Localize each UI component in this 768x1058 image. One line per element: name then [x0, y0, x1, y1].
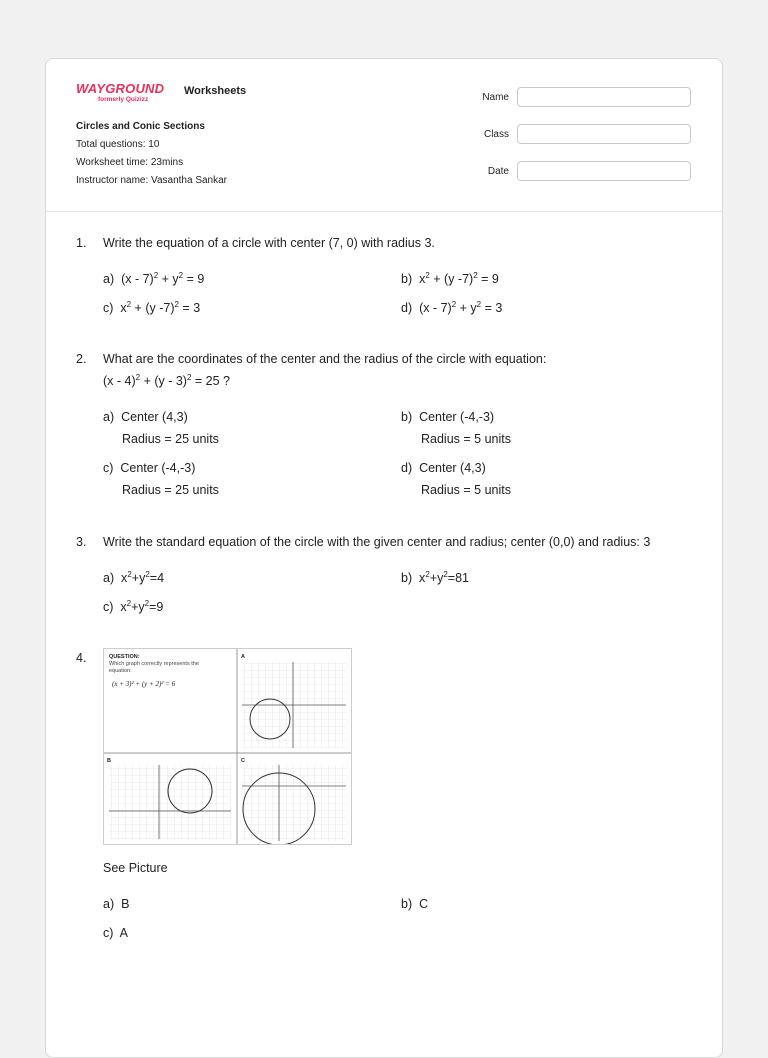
q3-option-a[interactable]: a) $x^2+y^2=4$	[103, 569, 165, 585]
panel-b-grid	[109, 765, 231, 839]
option-text: C	[419, 897, 429, 911]
option-letter: c)	[103, 301, 114, 315]
q2-option-d[interactable]: d) Center (4,3)	[401, 461, 486, 475]
panel-b-label: B	[107, 758, 111, 764]
q4-option-b[interactable]: b) C	[401, 897, 429, 911]
q2-option-b-radius: Radius = 5 units	[421, 432, 511, 446]
question-4-picture	[103, 648, 352, 845]
option-letter: a)	[103, 272, 115, 286]
option-letter: b)	[401, 272, 413, 286]
q2-option-b[interactable]: b) Center (-4,-3)	[401, 410, 495, 424]
option-center: Center (4,3)	[121, 410, 188, 424]
q4-option-c[interactable]: c) A	[103, 926, 129, 940]
q1-option-b[interactable]: b) $x^2 + (y$ -7)$^2$ = 9	[401, 270, 499, 286]
q3-option-b[interactable]: b) $x^2+y^2=81$	[401, 569, 469, 585]
name-label: Name	[482, 92, 509, 103]
q2-option-d-radius: Radius = 5 units	[421, 483, 511, 497]
question-number-4: 4.	[76, 651, 87, 665]
option-text: B	[121, 897, 130, 911]
q4-option-a[interactable]: a) B	[103, 897, 130, 911]
option-center: Center (4,3)	[419, 461, 486, 475]
worksheet-page	[45, 58, 723, 1058]
q2-option-a[interactable]: a) Center (4,3)	[103, 410, 188, 424]
q1-option-d[interactable]: d) $(x - 7)^2 + y^2 = 3$	[401, 299, 503, 315]
date-label: Date	[487, 166, 509, 177]
q2-option-c[interactable]: c) Center (-4,-3)	[103, 461, 196, 475]
class-label: Class	[483, 129, 509, 140]
question-equation-2: (x - 4)$^2$ + (y - 3)$^2$ = 25 ?	[103, 372, 231, 388]
option-center: Center (-4,-3)	[120, 461, 196, 475]
total-questions: Total questions: 10	[76, 139, 160, 150]
worksheet-time: Worksheet time: 23mins	[76, 157, 184, 168]
instructor-name: Instructor name: Vasantha Sankar	[76, 175, 228, 186]
picture-prompt-line-1: Which graph correctly represents the	[109, 661, 199, 667]
option-center: Center (-4,-3)	[419, 410, 495, 424]
option-letter: d)	[401, 301, 413, 315]
class-field[interactable]	[517, 124, 691, 144]
option-text: A	[119, 926, 129, 940]
question-text-3: Write the standard equation of the circle with the given center and radius; center (0,0) and radius: 3	[103, 535, 651, 549]
question-text-2: What are the coordinates of the center and the radius of the circle with equation:	[103, 352, 547, 366]
brand-logo	[76, 81, 164, 103]
q1-option-a[interactable]: a) $(x - 7)^2 + y^2 = 9$	[103, 270, 205, 286]
question-text-4: See Picture	[103, 861, 168, 875]
panel-a-label: A	[241, 654, 245, 660]
q1-option-c[interactable]: c) $x^2 + (y$ -7)$^2$ = 3	[103, 299, 201, 315]
date-field[interactable]	[517, 161, 691, 181]
name-field[interactable]	[517, 87, 691, 107]
worksheet-header	[46, 59, 722, 212]
question-number-1: 1.	[76, 236, 87, 250]
picture-question-label: QUESTION:	[109, 654, 140, 660]
question-number-3: 3.	[76, 535, 87, 549]
panel-c-label: C	[241, 758, 245, 764]
q2-option-c-radius: Radius = 25 units	[122, 483, 219, 497]
worksheet-title: Circles and Conic Sections	[76, 121, 205, 132]
picture-equation: (x + 3)² + (y + 2)² = 6	[112, 680, 176, 688]
logo-subtitle: formerly Quizizz	[98, 96, 149, 103]
q3-option-c[interactable]: c) $x^2+y^2=9$	[103, 598, 164, 614]
product-name: Worksheets	[184, 85, 247, 97]
question-number-2: 2.	[76, 352, 87, 366]
q2-option-a-radius: Radius = 25 units	[122, 432, 219, 446]
question-text-1: Write the equation of a circle with center (7, 0) with radius 3.	[103, 236, 435, 250]
picture-prompt-line-2: equation:	[109, 668, 132, 674]
graph-choices-image	[104, 649, 351, 844]
logo-wordmark: WAYGROUND	[76, 81, 165, 96]
